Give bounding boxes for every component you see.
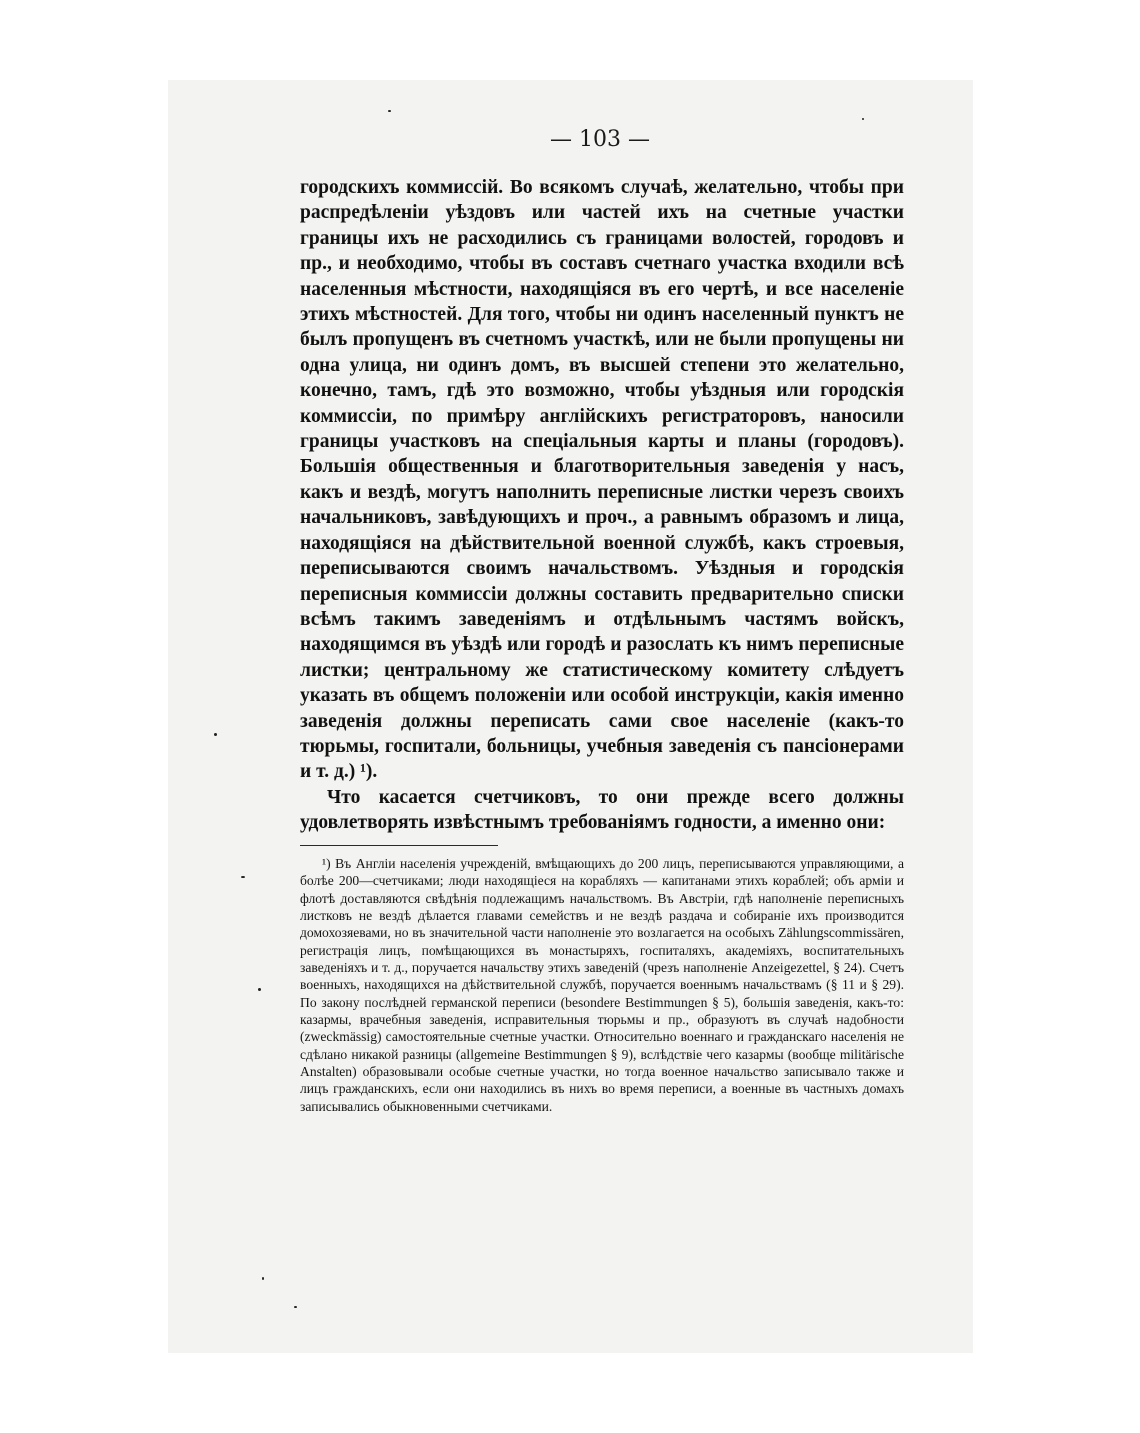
scan-speck [862, 118, 864, 120]
main-text [300, 175, 904, 836]
scan-speck [214, 733, 217, 736]
page-number: — 103 — [550, 127, 650, 152]
scan-speck [388, 110, 391, 112]
footnote: ¹) Въ Англіи населенія учрежденій, вмѣщающихъ до 200 лицъ, переписываются управляющими, а болѣе 200—счетчиками; люди находящіеся на корабляхъ — капитанами этихъ кораблей; объ арміи и флотѣ доставляются свѣдѣнія подлежащимъ начальствомъ. Въ Австріи, гдѣ наполненіе переписныхъ листковъ не вездѣ дѣлается главами семействъ и не вездѣ раздача и собираніе ихъ производится домохозяевами, но въ значительной части наполненіе это возлагается на особыхъ Zählungscommissären, регистрація лицъ, помѣщающихся въ монастыряхъ, госпиталяхъ, академіяхъ, воспитательныхъ заведеніяхъ и т. д., поручается начальству этихъ заведеній (чрезъ наполненіе Anzeigezettel, § 24). Счетъ военныхъ, находящихся на дѣйствительной службѣ, поручается военнымъ начальствамъ (§ 11 и § 29). По закону послѣдней германской переписи (besondere Bestimmungen § 5), большія заведенія, какъ-то: казармы, врачебныя заведенія, исправительныя тюрьмы и пр., образуютъ въ случаѣ надобности (zweckmässig) самостоятельные счетные участки. Относительно военнаго и гражданскаго населенія не сдѣлано никакой разницы (allgemeine Bestimmungen § 9), вслѣдствіе чего казармы (вообще militärische Anstalten) образовывали особые счетные участки, но тогда военное начальство записывало также и лицъ гражданскихъ, если они находились въ нихъ во время переписи, а военные въ частныхъ домахъ записывались обыкновенными счетчиками. [300, 856, 904, 1114]
paragraph-1: городскихъ коммиссій. Во всякомъ случаѣ, желательно, чтобы при распредѣленіи уѣздовъ или частей ихъ на счетные участки границы ихъ не расходились съ границами волостей, городовъ и пр., и необходимо, чтобы въ составъ счетнаго участка входили всѣ населенныя мѣстности, находящіяся въ его чертѣ, и все населеніе этихъ мѣстностей. Для того, чтобы ни одинъ населенный пунктъ не былъ пропущенъ въ счетномъ участкѣ, или не были пропущены ни одна улица, ни одинъ домъ, въ высшей степени это желательно, конечно, тамъ, гдѣ это возможно, чтобы уѣздныя или городскія коммиссіи, по примѣру англійскихъ регистраторовъ, наносили границы участковъ на спеціальныя карты и планы (городовъ). Большія общественныя и благотворительныя заведенія у насъ, какъ и вездѣ, могутъ наполнить переписные листки черезъ своихъ начальниковъ, завѣдующихъ и проч., а равнымъ образомъ и лица, находящіяся на дѣйствительной военной службѣ, какъ строевыя, переписываются своимъ начальствомъ. Уѣздныя и городскія переписныя коммиссіи должны составить предварительно списки всѣмъ такимъ заведеніямъ и отдѣльнымъ частямъ войскъ, находящимся въ уѣздѣ или городѣ и разослать къ нимъ переписные листки; центральному же статистическому комитету слѣдуетъ указать въ общемъ положеніи или особой инструкціи, какія именно заведенія должны переписать сами свое населеніе (какъ-то тюрьмы, госпитали, больницы, учебныя заведенія съ пансіонерами и т. д.) ¹). [300, 177, 904, 783]
scan-speck [258, 988, 261, 991]
scan-speck [294, 1306, 297, 1308]
scan-speck [241, 876, 245, 878]
paragraph-2: Что касается счетчиковъ, то они прежде всего должны удовлетворять извѣстнымъ требованіямъ годности, а именно они: [300, 786, 904, 834]
footnote-divider [300, 845, 498, 846]
scan-speck [262, 1277, 264, 1280]
